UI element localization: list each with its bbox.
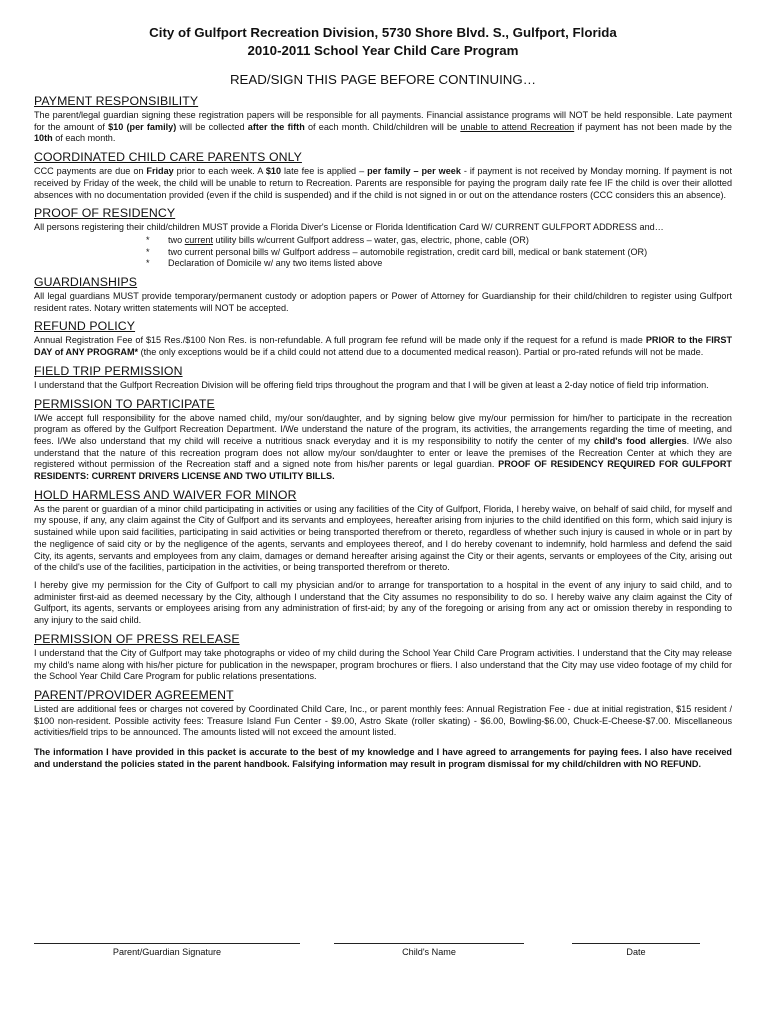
read-sign-notice: READ/SIGN THIS PAGE BEFORE CONTINUING… (229, 72, 537, 87)
signature-label: Child's Name (402, 947, 456, 957)
form-page (34, 24, 733, 957)
residency-bullet-list (34, 235, 732, 270)
final-acknowledgement: The information I have provided in this packet is accurate to the best of my knowledge and I have agreed to arrangements for paying fees. I also have received and understand the policies stated in the parent handbook. Falsifying information may result in program dismissal for my child/children with NO REFUND. (34, 747, 732, 769)
section-heading: REFUND POLICY (34, 319, 136, 334)
signature-label: Parent/Guardian Signature (112, 947, 222, 957)
section-text: CCC payments are due on Friday prior to each week. A $10 late fee is applied – per family – per week - if payment is not received by Monday morning. If payment is not received by Friday of the week, the child will be unable to return to Recreation. Parents are responsible for paying the program daily rate fee IF the child is over their allotted absences with no documentation provided (even if the child is suspended) and if the child is not signed in or out on the attendance rosters (CCC considers this an absence). (34, 166, 732, 200)
section-heading: PARENT/PROVIDER AGREEMENT (34, 687, 234, 702)
section-heading: COORDINATED CHILD CARE PARENTS ONLY (34, 150, 302, 165)
section-parent-provider-agreement (34, 688, 732, 739)
section-text: All persons registering their child/children MUST provide a Florida Diver's License or Florida Identification Card W/ CURRENT GULFPORT ADDRESS and… (34, 222, 664, 233)
list-item: * two current personal bills w/ Gulfport address – automobile registration, credit card bill, medical or bank statement (OR) (146, 247, 732, 259)
section-heading: PERMISSION TO PARTICIPATE (34, 396, 215, 411)
section-text: As the parent or guardian of a minor child participating in activities or using any facilities of the City of Gulfport, Florida, I hereby waive, on behalf of said child, for myself and my spouse, if any, any claim against the City of Gulfport and its servants and employees, hereafter arising from injuries to the child identified on this form, which said injury is sustained while upon said facilities, participating in said activities or being transported therefrom or thereto, regardless of whether such injury is caused in whole or in part by the negligence of said city or by the negligence of the agents, servants and employees thereof, and I do hereby covenant to indemnify, hold harmless and defend the said City, its agents, servants and employees from any claim, damages or demand hereafter arising against the City or their agents, servants or employees of the City, arising out of the child's use of the facilities, participation in the activities, or being transported therefrom or thereto. (34, 503, 732, 573)
section-text: Listed are additional fees or charges not covered by Coordinated Child Care, Inc., or parent monthly fees: Annual Registration Fee - due at initial registration, $15 resident / $100 non-resident. Possible activity fees: Treasure Island Fun Center - $9.00, Astro Skate (roller skating) - $6.00, Bowling-$6.00, Chuck-E-Cheese-$7.00. Miscellaneous activities/field trips to be announced. The amounts listed will not exceed the amount listed. (34, 703, 732, 738)
signature-row (34, 943, 732, 967)
section-heading: PAYMENT RESPONSIBILITY (34, 94, 199, 108)
section-press-release (34, 632, 732, 683)
section-text: I/We accept full responsibility for the above named child, my/our son/daughter, and by signing below give my/our permission for him/her to participate in the recreation program as offered by the Gulfport Recreation Department. I/We understand the nature of the program, its activities, the arrangements regarding the time of meeting, and fees. I/We also understand that my child will receive a nutritious snack everyday and it is my responsibility to notify the center of my child's food allergies. I/We also understand that the nature of this recreation program does not allow my/our son/daughter to enter or leave the premises of the Recreation Center at which they are registered without permission of the Recreation staff and a signed note from his/her parents or legal guardian. PROOF OF RESIDENCY REQUIRED FOR GULFPORT RESIDENTS: CURRENT DRIVERS LICENSE AND TWO UTILITY BILLS. (34, 412, 733, 482)
list-item: * two current utility bills w/current Gulfport address – water, gas, electric, phone, cable (OR) (146, 235, 732, 247)
section-guardianships (34, 275, 732, 314)
section-text: The parent/legal guardian signing these registration papers will be responsible for all payments. Financial assistance programs will NOT be held responsible. Late payment for the amount of $10 (per family) will be collected after the fifth of each month. Child/children will be unable to attend Recreation if payment has not been made by the 10th of each month. (34, 110, 732, 144)
section-field-trip-permission (34, 364, 732, 392)
section-text: I hereby give my permission for the City of Gulfport to call my physician and/or to arrange for transportation to a hospital in the event of any injury to said child, and to administer first-aid as deemed necessary by the City, although I understand that the City assumes no responsibility to do so. I hereby waive any claim against the City of Gulfport, its agents, servants or employees arising from any administration of first-aid; by any of the foregoing or arising from any act or omission thereby in responding to any injury to the said child. (34, 579, 732, 626)
section-hold-harmless-waiver (34, 488, 732, 627)
child-name-line[interactable] (334, 943, 524, 957)
section-heading: PERMISSION OF PRESS RELEASE (34, 631, 240, 646)
list-item: * Declaration of Domicile w/ any two items listed above (146, 258, 732, 270)
parent-signature-line[interactable] (34, 943, 300, 957)
section-heading: GUARDIANSHIPS (34, 275, 138, 290)
section-ccc-parents (34, 150, 732, 201)
section-text: I understand that the Gulfport Recreation Division will be offering field trips throughout the program and that I will be given at least a 2-day notice of field trip information. (34, 379, 709, 390)
section-heading: FIELD TRIP PERMISSION (34, 363, 183, 378)
signature-label: Date (626, 947, 646, 957)
section-text: Annual Registration Fee of $15 Res./$100 Non Res. is non-refundable. A full program fee refund will be made only if the request for a refund is made PRIOR to the FIRST DAY of ANY PROGRAM* (the only exceptions would be if a child could not attend due to a documented medical reason). Partial or pro-rated refunds will not be made. (34, 335, 732, 358)
document-title-line1: City of Gulfport Recreation Division, 5730 Shore Blvd. S., Gulfport, Florida (149, 25, 617, 40)
section-text: I understand that the City of Gulfport may take photographs or video of my child during the School Year Child Care Program activities. I understand that the City may release my child's name along with his/her picture for publication in the newspaper, program brochures or fliers. I also understand that the City may use video footage of my child for the School Year Child Care Program for public relations presentations. (34, 647, 732, 682)
section-payment-responsibility (34, 94, 732, 145)
section-permission-to-participate (34, 397, 732, 483)
section-heading: HOLD HARMLESS AND WAIVER FOR MINOR (34, 487, 297, 502)
section-text: All legal guardians MUST provide temporary/permanent custody or adoption papers or Power of Attorney for Guardianship for their child/children to register using Gulfport resident rates. Notary written statements will NOT be accepted. (34, 291, 732, 313)
document-title-line2: 2010-2011 School Year Child Care Program (247, 43, 519, 58)
section-refund-policy (34, 319, 732, 358)
section-proof-of-residency (34, 206, 732, 270)
section-heading: PROOF OF RESIDENCY (34, 206, 176, 221)
date-line[interactable] (572, 943, 700, 957)
